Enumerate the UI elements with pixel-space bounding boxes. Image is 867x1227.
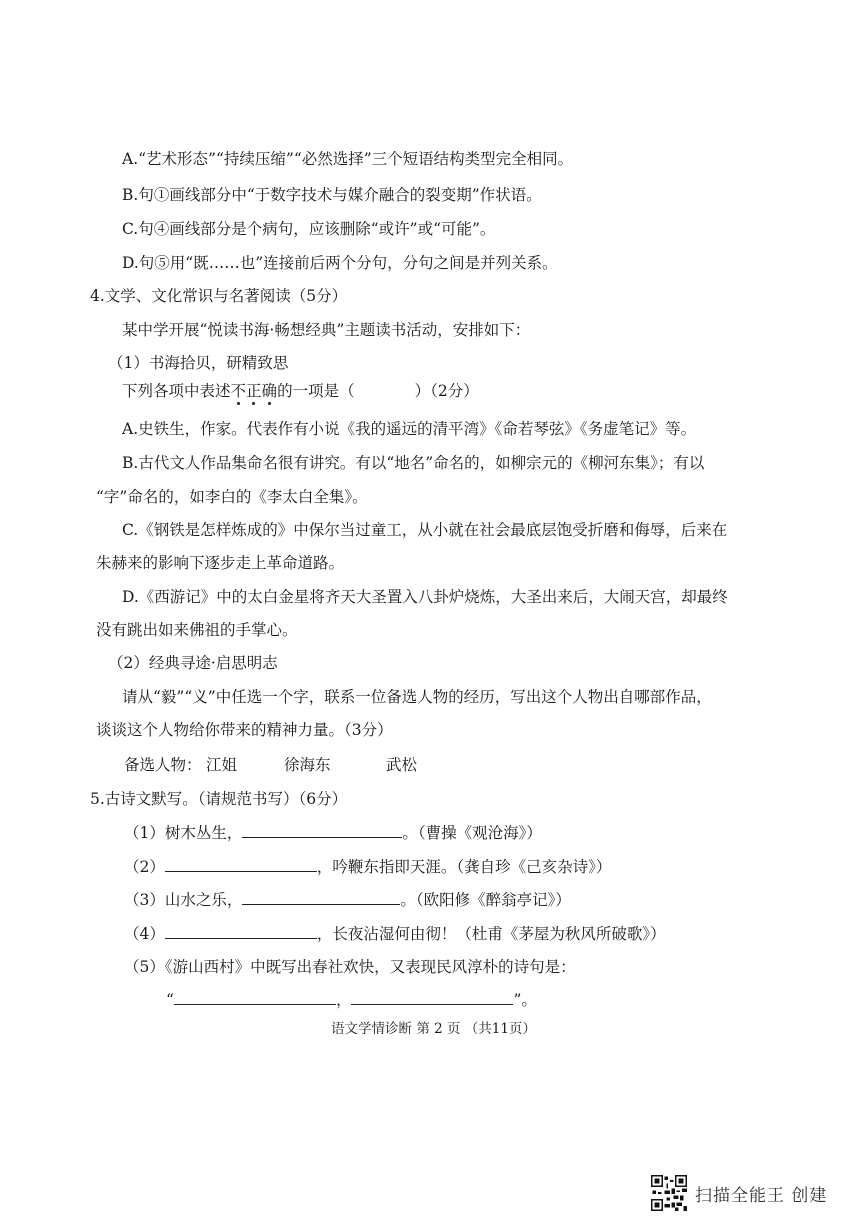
q4-option-d-line1: D.《西游记》中的太白金星将齐天大圣置入八卦炉烧炼，大圣出来后，大闹天宫，却最终 (122, 588, 728, 606)
prompt-text: ）（2分） (414, 382, 479, 400)
quote-open: “ (166, 991, 174, 1009)
q5-item-4 (124, 922, 666, 945)
q4-part1-prompt (122, 380, 479, 402)
comma: ， (335, 991, 352, 1009)
q4-part2-title: （2）经典寻途·启思明志 (108, 654, 278, 672)
q4-option-b-line1: B.古代文人作品集命名很有讲究。有以“地名”命名的，如柳宗元的《柳河东集》；有以 (122, 454, 705, 472)
answer-blank[interactable] (242, 821, 402, 838)
emphasis-char: 正 (246, 382, 262, 400)
q5-item-5: （5）《游山西村》中既写出春社欢快，又表现民风淳朴的诗句是： (124, 958, 576, 976)
answer-blank[interactable] (174, 988, 336, 1005)
page-footer: 语文学情诊断 第 2 页 （共11页） (331, 1021, 536, 1037)
q4-intro: 某中学开展“悦读书海·畅想经典”主题读书活动，安排如下： (122, 321, 531, 339)
quote-close: ”。 (513, 991, 537, 1009)
item-number: （1） (124, 824, 165, 842)
q4-option-c-line1: C.《钢铁是怎样炼成的》中保尔当过童工，从小就在社会最底层饱受折磨和侮辱，后来在 (122, 521, 728, 539)
item-number: （3） (124, 891, 165, 909)
q3-option-b: B.句①画线部分中“于数字技术与媒介融合的裂变期”作状语。 (122, 186, 542, 204)
q4-option-d-line2: 没有跳出如来佛祖的手掌心。 (96, 621, 298, 639)
q4-part2-text-line1: 请从“毅”“义”中任选一个字，联系一位备选人物的经历，写出这个人物出自哪部作品， (122, 688, 712, 706)
prompt-text: 的一项是（ (277, 382, 355, 400)
q4-heading: 4.文学、文化常识与名著阅读（5分） (90, 287, 348, 305)
answer-blank[interactable] (165, 922, 317, 939)
answer-blank[interactable] (242, 888, 400, 905)
candidate-name: 武松 (386, 756, 418, 774)
answer-blank[interactable] (165, 855, 317, 872)
answer-blank[interactable] (351, 988, 513, 1005)
q4-part1-title: （1）书海拾贝，研精致思 (108, 354, 289, 372)
q5-item-1 (124, 821, 542, 844)
q4-option-a: A.史铁生，作家。代表作有小说《我的遥远的清平湾》《命若琴弦》《务虚笔记》等。 (122, 420, 697, 438)
verse-source: ，吟鞭东指即天涯。（龚自珍《己亥杂诗》） (316, 858, 612, 876)
q5-heading: 5.古诗文默写。（请规范书写）（6分） (90, 790, 348, 808)
q4-option-c-line2: 朱赫来的影响下逐步走上革命道路。 (96, 554, 345, 572)
q4-part2-text-line2: 谈谈这个人物给你带来的精神力量。（3分） (96, 721, 393, 739)
q5-item-2 (124, 855, 611, 878)
q5-item-5-answer (166, 988, 537, 1011)
q3-option-d: D.句⑤用“既……也”连接前后两个分句，分句之间是并列关系。 (122, 254, 558, 272)
candidates-label: 备选人物： (124, 756, 202, 774)
emphasis-char: 不 (230, 382, 247, 400)
watermark-text: 扫描全能王 创建 (695, 1185, 828, 1206)
verse-source: 。（欧阳修《醉翁亭记》） (400, 891, 571, 909)
q4-option-b-line2: “字”命名的，如李白的《李太白全集》。 (96, 488, 368, 506)
emphasis-char: 确 (261, 382, 278, 400)
q3-option-a: A.“艺术形态”“持续压缩”“必然选择”三个短语结构类型完全相同。 (122, 150, 574, 168)
verse-source: 。（曹操《观沧海》） (402, 824, 542, 842)
q5-item-3 (124, 888, 571, 911)
candidate-name: 徐海东 (284, 756, 331, 774)
candidate-name: 江姐 (206, 756, 238, 774)
scanner-watermark (651, 1175, 827, 1211)
qr-code-icon (651, 1175, 687, 1211)
verse-text: 山水之乐， (164, 891, 243, 909)
verse-text: 树木丛生， (164, 824, 243, 842)
verse-source: ，长夜沾湿何由彻！（杜甫《茅屋为秋风所破歌》） (316, 925, 666, 943)
item-number: （4） (124, 925, 165, 943)
q3-option-c: C.句④画线部分是个病句，应该删除“或许”或“可能”。 (122, 220, 496, 238)
prompt-text: 下列各项中表述 (122, 382, 231, 400)
item-number: （2） (124, 858, 165, 876)
